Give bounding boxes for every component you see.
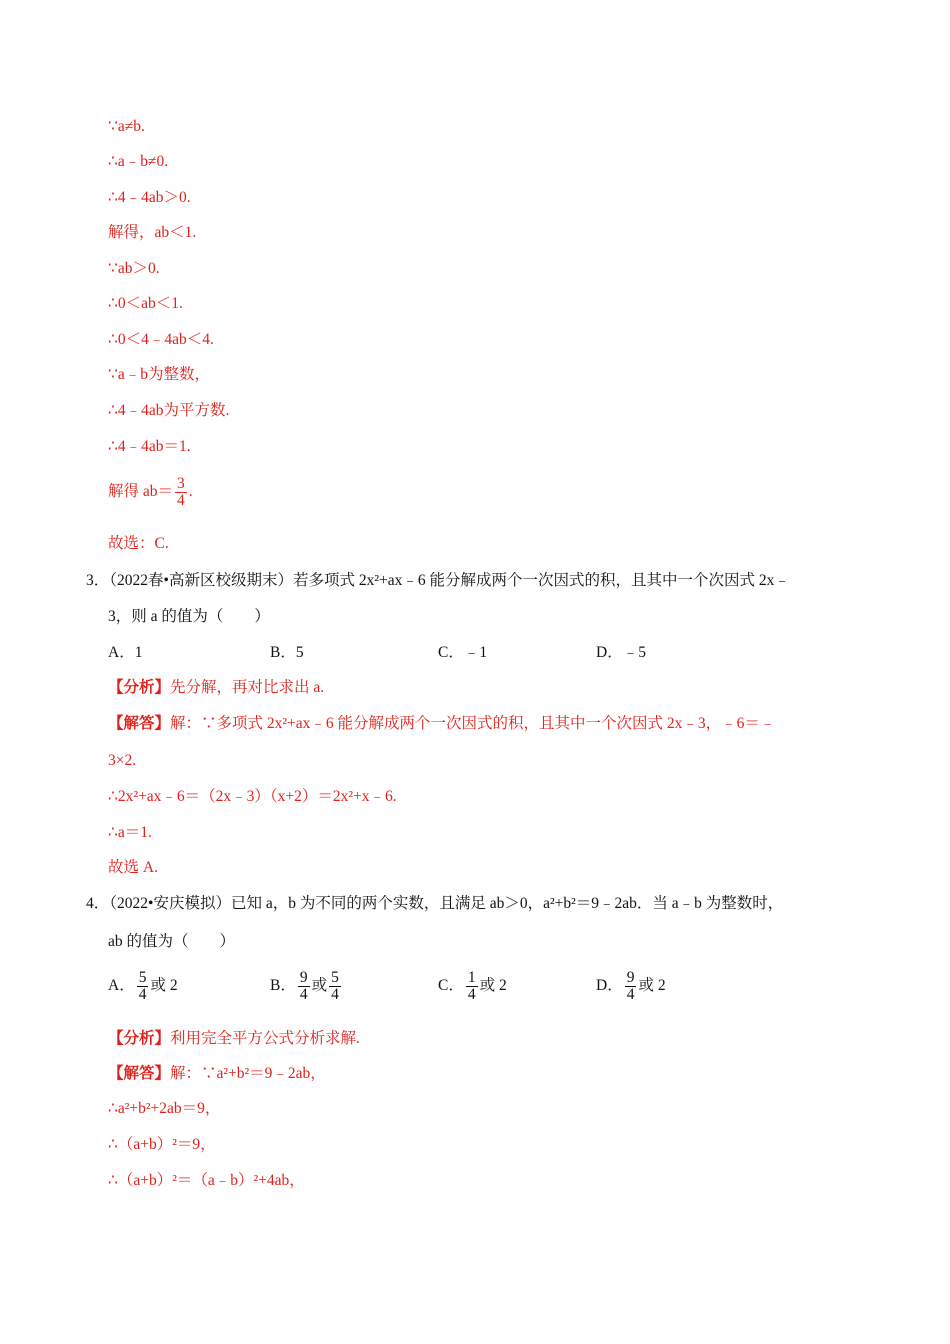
solution-line: ∵a﹣b为整数，: [108, 366, 210, 383]
answer-line: ∴（a+b）²＝（a﹣b）²+4ab，: [108, 1172, 305, 1189]
answer-line: ∴a²+b²+2ab＝9，: [108, 1100, 221, 1117]
answer: 【解答】解：∵a²+b²＝9﹣2ab，: [108, 1065, 326, 1082]
option-d[interactable]: D．﹣5: [596, 644, 646, 661]
question-4-stem-cont: ab 的值为（ ）: [108, 933, 236, 950]
question-4-stem: [86, 893, 783, 915]
answer-line: 故选 A.: [108, 859, 158, 876]
fraction: $\frac{5}{4}$: [138, 969, 147, 1003]
solution-line: ∴4﹣4ab＞0.: [108, 189, 191, 206]
option-a[interactable]: A．1: [108, 644, 143, 661]
solution-line: 解得，ab＜1.: [108, 224, 197, 241]
answer-tag: 【解答】: [108, 715, 171, 732]
question-text: 已知 a，b 为不同的两个实数，且满足 ab＞0，a²+b²＝9﹣2ab．当 a﹣b 为整数时，: [230, 895, 784, 912]
analysis: 【分析】先分解，再对比求出 a.: [108, 679, 325, 696]
question-number: 4．: [86, 895, 110, 912]
solution-line: ∴0＜4﹣4ab＜4.: [108, 331, 214, 348]
fraction: $\frac{1}{4}$: [467, 969, 476, 1003]
fraction: $\frac{3}{4}$: [177, 475, 185, 509]
solution-line: ∴0＜ab＜1.: [108, 295, 183, 312]
answer-tag: 【解答】: [108, 1065, 171, 1082]
analysis: 【分析】利用完全平方公式分析求解.: [108, 1030, 360, 1047]
solution-line: ∵ab＞0.: [108, 260, 160, 277]
fraction: $\frac{5}{4}$: [331, 969, 339, 1003]
answer-line: 3×2.: [108, 752, 137, 769]
option-b[interactable]: B．5: [270, 644, 304, 661]
solution-line: ∴4﹣4ab＝1.: [108, 438, 191, 455]
option-a[interactable]: A． $\frac{5}{4}$ 或 2: [108, 969, 178, 1003]
answer-line: ∴（a+b）²＝9，: [108, 1136, 216, 1153]
question-source: （2022•安庆模拟）: [109, 895, 231, 912]
answer: 【解答】解：∵多项式 2x²+ax﹣6 能分解成两个一次因式的积，且其中一个次因式 2x﹣3，﹣6＝﹣: [108, 715, 776, 732]
answer-line: ∴2x²+ax﹣6＝（2x﹣3）（x+2）＝2x²+x﹣6.: [108, 788, 397, 805]
option-c[interactable]: C． $\frac{1}{4}$ 或 2: [438, 969, 507, 1003]
analysis-tag: 【分析】: [108, 679, 171, 696]
solution-line: ∴4﹣4ab为平方数.: [108, 402, 230, 419]
solution-line: ∵a≠b.: [108, 118, 145, 135]
solution-answer: 故选：C.: [108, 535, 169, 552]
option-c[interactable]: C．﹣1: [438, 644, 488, 661]
option-d[interactable]: D． $\frac{9}{4}$ 或 2: [596, 969, 666, 1003]
fraction: $\frac{9}{4}$: [626, 969, 635, 1003]
question-text: 若多项式 2x²+ax﹣6 能分解成两个一次因式的积，且其中一个次因式 2x﹣: [292, 572, 790, 589]
question-number: 3．: [86, 572, 110, 589]
question-3-stem: [86, 570, 790, 592]
solution-line: ∴a﹣b≠0.: [108, 153, 169, 170]
answer-line: ∴a＝1.: [108, 824, 152, 841]
question-3-stem-cont: 3，则 a 的值为（ ）: [108, 608, 270, 625]
fraction: $\frac{9}{4}$: [299, 969, 308, 1003]
option-b[interactable]: B． $\frac{9}{4}$ 或 $\frac{5}{4}$: [270, 969, 339, 1003]
solution-line-fraction: 解得 ab＝ $\frac{3}{4}$ .: [108, 475, 193, 509]
analysis-tag: 【分析】: [108, 1030, 171, 1047]
question-source: （2022春•高新区校级期末）: [109, 572, 293, 589]
